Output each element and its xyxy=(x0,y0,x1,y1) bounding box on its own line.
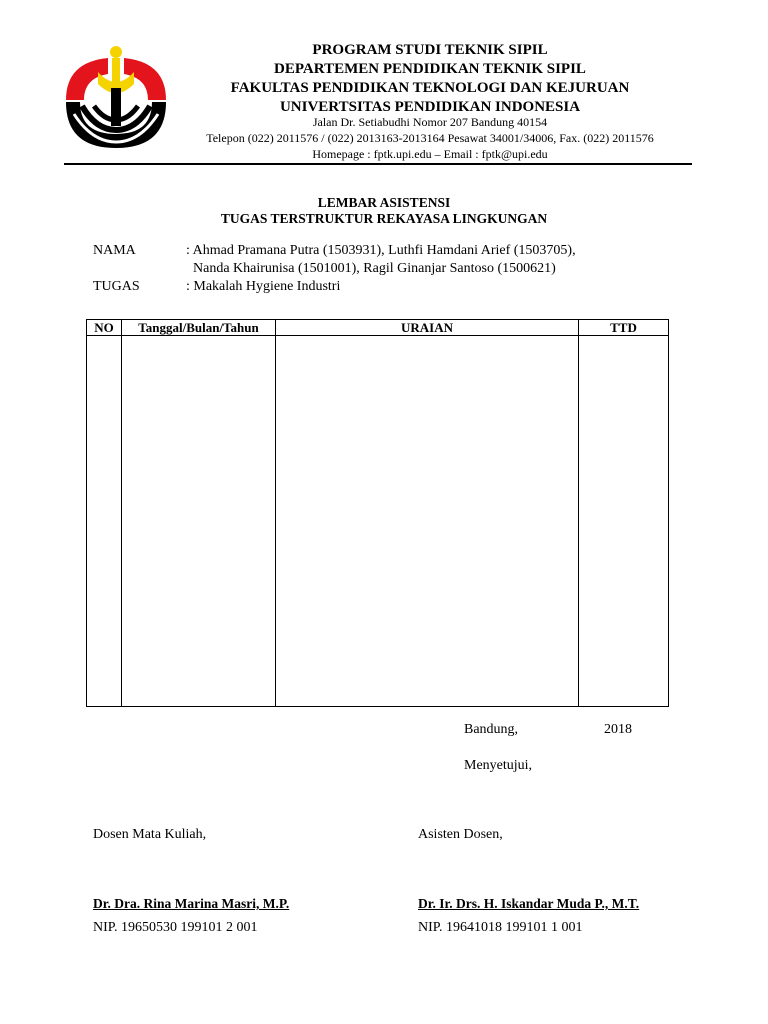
assistant-name: Dr. Ir. Drs. H. Iskandar Muda P., M.T. xyxy=(418,896,640,911)
nama-label: NAMA xyxy=(93,243,136,258)
lecturer-role: Dosen Mata Kuliah, xyxy=(93,827,207,842)
year-label: 2018 xyxy=(604,722,632,737)
city-label: Bandung, xyxy=(464,722,519,737)
department-name: DEPARTEMEN PENDIDIKAN TEKNIK SIPIL xyxy=(274,61,586,77)
assistance-table xyxy=(86,319,669,707)
address-line: Jalan Dr. Setiabudhi Nomor 207 Bandung 40154 xyxy=(312,115,548,129)
cell-date[interactable] xyxy=(122,336,276,707)
web-line: Homepage : fptk.upi.edu – Email : fptk@upi.edu xyxy=(312,147,548,161)
lecturer-name: Dr. Dra. Rina Marina Masri, M.P. xyxy=(93,896,290,911)
tugas-value: : Makalah Hygiene Industri xyxy=(186,279,341,294)
cell-no[interactable] xyxy=(87,336,122,707)
program-name: PROGRAM STUDI TEKNIK SIPIL xyxy=(312,42,548,58)
col-signature: TTD xyxy=(579,320,669,336)
table-row xyxy=(87,336,669,707)
assistant-role: Asisten Dosen, xyxy=(418,827,503,842)
cell-signature[interactable] xyxy=(579,336,669,707)
header-divider xyxy=(64,163,692,165)
cell-description[interactable] xyxy=(276,336,579,707)
nama-value-line1: : Ahmad Pramana Putra (1503931), Luthfi Hamdani Arief (1503705), xyxy=(186,243,576,258)
doc-subtitle: TUGAS TERSTRUKTUR REKAYASA LINGKUNGAN xyxy=(220,211,548,226)
phone-line: Telepon (022) 2011576 / (022) 2013163-2013164 Pesawat 34001/34006, Fax. (022) 2011576 xyxy=(206,131,654,145)
approval-label: Menyetujui, xyxy=(464,758,533,773)
col-date: Tanggal/Bulan/Tahun xyxy=(122,320,276,336)
lecturer-nip: NIP. 19650530 199101 2 001 xyxy=(93,920,258,935)
tugas-label: TUGAS xyxy=(93,279,140,294)
faculty-name: FAKULTAS PENDIDIKAN TEKNOLOGI DAN KEJURUAN xyxy=(230,80,630,96)
table-header-row xyxy=(87,320,669,336)
assistant-nip: NIP. 19641018 199101 1 001 xyxy=(418,920,583,935)
doc-title: LEMBAR ASISTENSI xyxy=(317,195,451,210)
col-description: URAIAN xyxy=(276,320,579,336)
nama-value-line2: Nanda Khairunisa (1501001), Ragil Ginanjar Santoso (1500621) xyxy=(193,261,556,276)
university-name: UNIVERTSITAS PENDIDIKAN INDONESIA xyxy=(279,99,581,115)
col-no: NO xyxy=(87,320,122,336)
